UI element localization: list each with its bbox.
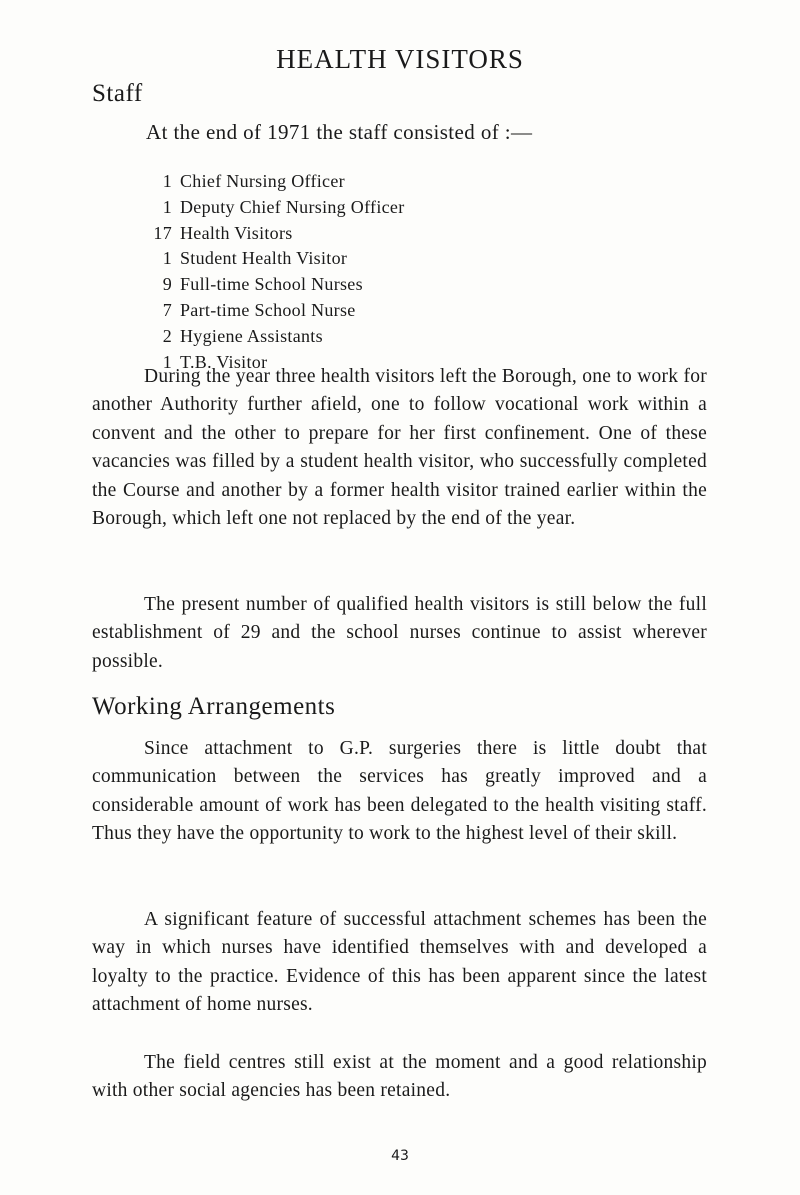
staff-role: Student Health Visitor: [180, 248, 348, 269]
staff-count: 1: [162, 196, 172, 217]
working-paragraph-field-centres: The field centres still exist at the moment and a good relationship with other social agencies has been retained.: [92, 1052, 707, 1102]
staff-intro: At the end of 1971 the staff consisted of :—: [146, 120, 533, 144]
staff-list-item: [148, 221, 405, 247]
staff-paragraph-establishment: The present number of qualified health visitors is still below the full establishment of 29 and the school nurses continue to assist wherever possible.: [92, 594, 707, 672]
staff-list-item: [148, 324, 405, 350]
staff-count: 1: [162, 248, 172, 269]
staff-list-item: [148, 195, 405, 221]
staff-paragraph-departures: During the year three health visitors left the Borough, one to work for another Authority further afield, one to follow vocational work within a convent and the other to prepare for her first confinement. One of these vacancies was filled by a student health visitor, who successfully completed the Course and another by a former health visitor trained earlier within the Borough, which left one not replaced by the end of the year.: [92, 366, 707, 530]
working-paragraph-attachment: Since attachment to G.P. surgeries there is little doubt that communication between the services has greatly improved and a considerable amount of work has been delegated to the health visiting staff. Thus they have the opportunity to work to the highest level of their skill.: [92, 738, 707, 845]
staff-list-item: [148, 169, 405, 195]
page-number: 43: [391, 1148, 409, 1164]
staff-heading: Staff: [92, 80, 143, 107]
staff-role: Chief Nursing Officer: [180, 171, 345, 191]
staff-count: 2: [162, 325, 172, 346]
staff-list-item: [148, 246, 405, 272]
working-paragraph-loyalty: A significant feature of successful attachment schemes has been the way in which nurses have identified themselves with and developed a loyalty to the practice. Evidence of this has been apparent since the latest attachment of home nurses.: [92, 909, 707, 1016]
page-title: HEALTH VISITORS: [276, 44, 524, 74]
staff-list-item: [148, 298, 405, 324]
staff-count: 17: [153, 222, 172, 243]
staff-count: 1: [162, 351, 172, 372]
staff-count: 9: [162, 274, 172, 295]
staff-count: 1: [162, 171, 172, 191]
staff-count: 7: [162, 299, 172, 320]
staff-role: Part-time School Nurse: [180, 299, 356, 320]
working-arrangements-heading: Working Arrangements: [92, 693, 336, 720]
staff-role: Hygiene Assistants: [180, 325, 323, 346]
staff-role: Deputy Chief Nursing Officer: [180, 196, 405, 217]
staff-list-item: [148, 272, 405, 298]
staff-role: Health Visitors: [180, 222, 293, 243]
staff-role: Full-time School Nurses: [180, 274, 363, 295]
staff-role: T.B. Visitor: [180, 351, 268, 372]
staff-list: [148, 169, 405, 375]
